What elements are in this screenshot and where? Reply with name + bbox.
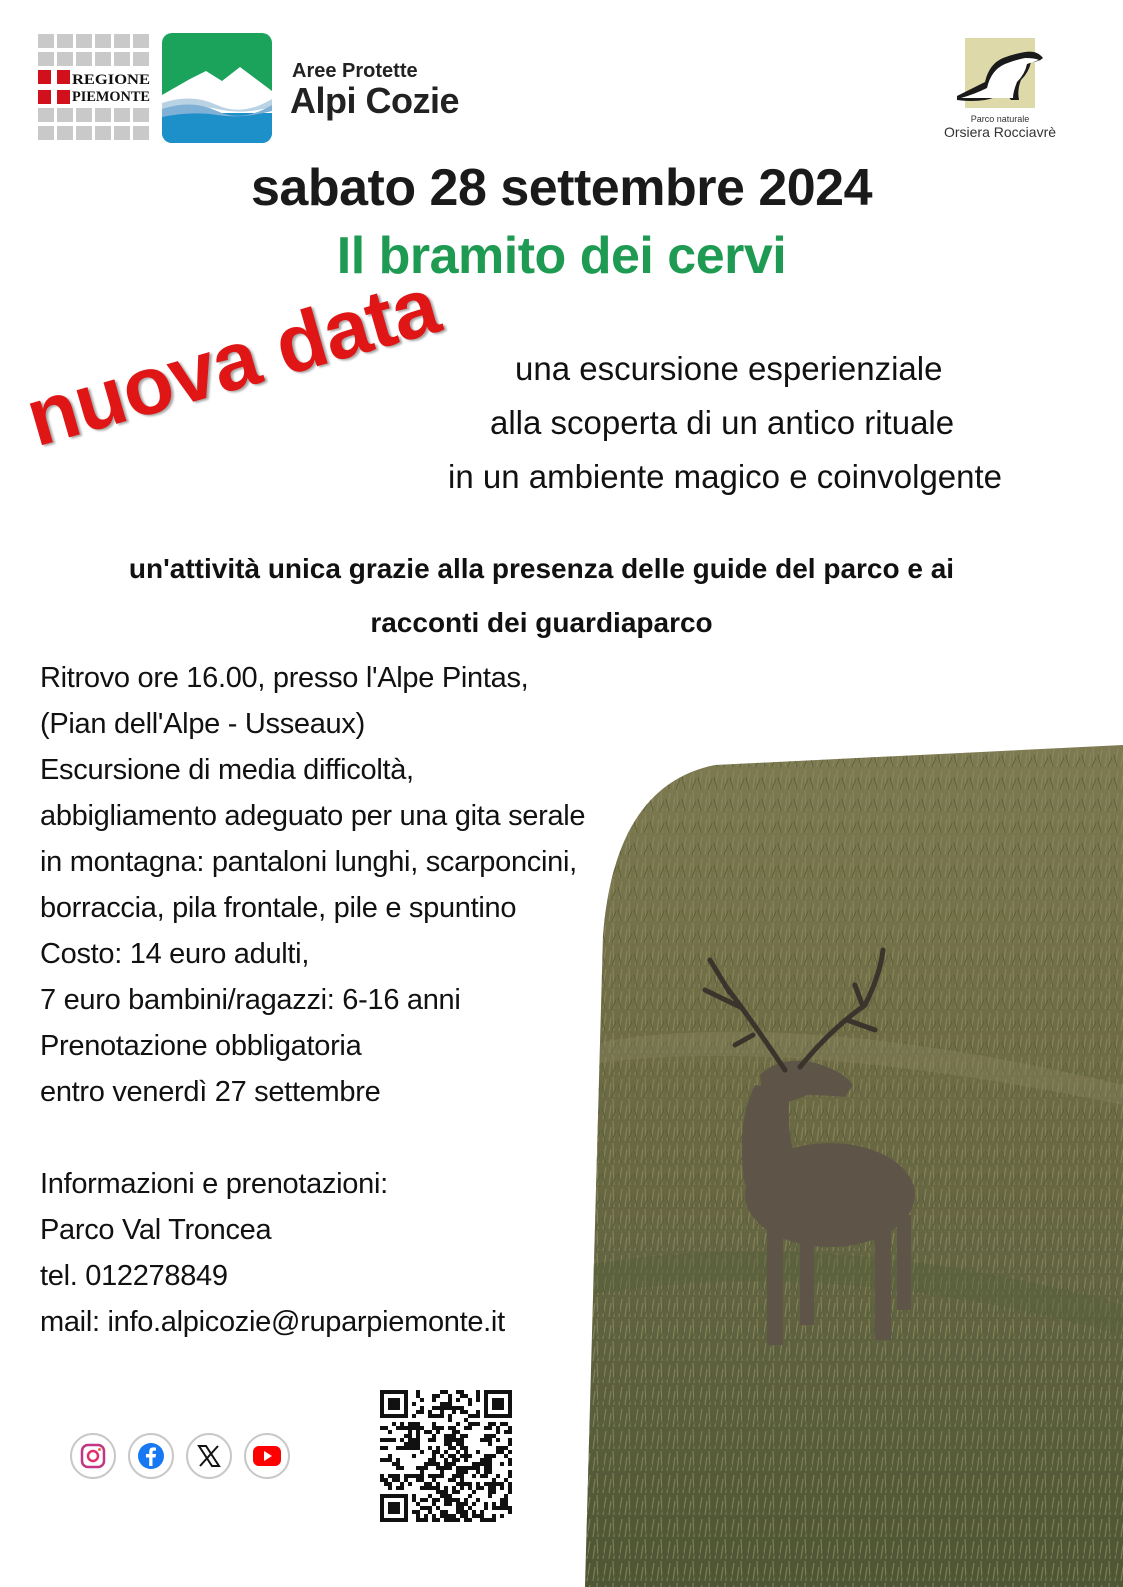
detail-line: (Pian dell'Alpe - Usseaux) [40, 708, 365, 740]
youtube-icon[interactable] [244, 1433, 290, 1479]
event-title: Il bramito dei cervi [336, 227, 787, 285]
intro-line: in un ambiente magico e coinvolgente [448, 458, 1003, 495]
detail-line: abbigliamento adeguato per una gita serale [40, 800, 586, 832]
intro-line: alla scoperta di un antico rituale [490, 404, 955, 441]
piemonte-logo-text: PIEMONTE [72, 89, 150, 105]
alpi-cozie-label: Alpi Cozie [290, 80, 460, 121]
regione-piemonte-logo [38, 34, 150, 142]
intro-line: una escursione esperienziale [515, 350, 943, 387]
detail-line: borraccia, pila frontale, pile e spuntino [40, 892, 517, 924]
detail-line: Escursione di media difficoltà, [40, 754, 414, 786]
detail-line: entro venerdì 27 settembre [40, 1076, 381, 1108]
contact-email[interactable]: mail: info.alpicozie@ruparpiemonte.it [40, 1306, 505, 1338]
regione-logo-text: REGIONE [72, 72, 150, 88]
alpi-cozie-logo [162, 33, 272, 143]
contact-heading: Informazioni e prenotazioni: [40, 1168, 388, 1200]
deer-photo [585, 745, 1123, 1587]
detail-line: in montagna: pantaloni lunghi, scarponcini, [40, 846, 577, 878]
detail-line: Prenotazione obbligatoria [40, 1030, 362, 1062]
social-icons [70, 1433, 294, 1481]
orsiera-park-type: Parco naturale [970, 114, 1030, 124]
nuova-data-stamp: nuova data [16, 260, 448, 465]
event-date-title: sabato 28 settembre 2024 [250, 159, 872, 217]
activity-description-line: un'attività unica grazie alla presenza delle guide del parco e ai [128, 553, 955, 584]
orsiera-marmot-logo [955, 38, 1045, 110]
detail-line: Ritrovo ore 16.00, presso l'Alpe Pintas, [40, 662, 529, 694]
contact-phone[interactable]: tel. 012278849 [40, 1260, 228, 1292]
orsiera-park-name: Orsiera Rocciavrè [943, 124, 1057, 140]
qr-code[interactable] [380, 1390, 512, 1522]
activity-description-line: racconti dei guardiaparco [370, 607, 713, 638]
facebook-icon[interactable] [128, 1433, 174, 1479]
contact-park: Parco Val Troncea [40, 1214, 272, 1246]
x-icon[interactable] [186, 1433, 232, 1479]
instagram-icon[interactable] [70, 1433, 116, 1479]
detail-line: 7 euro bambini/ragazzi: 6-16 anni [40, 984, 461, 1016]
aree-protette-label: Aree Protette [292, 60, 418, 82]
detail-line: Costo: 14 euro adulti, [40, 938, 310, 970]
